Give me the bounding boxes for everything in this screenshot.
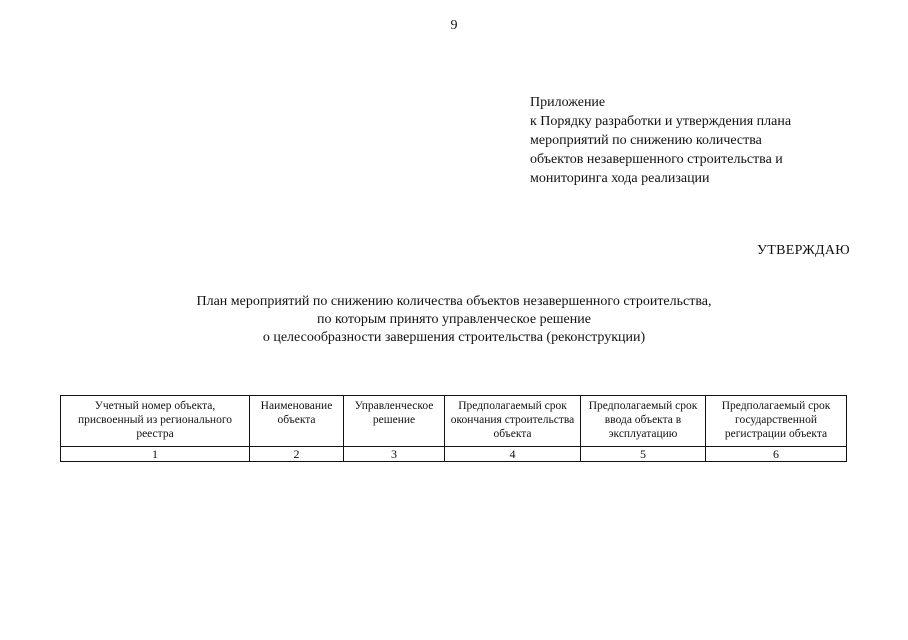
column-header-registration: Предполагаемый срок государственной регистрации объекта xyxy=(706,396,847,447)
column-header-registry-number: Учетный номер объекта, присвоенный из регионального реестра xyxy=(61,396,250,447)
appendix-line: к Порядку разработки и утверждения плана xyxy=(530,114,792,129)
title-line: План мероприятий по снижению количества объектов незавершенного строительства, xyxy=(196,294,712,309)
appendix-line: мероприятий по снижению количества xyxy=(530,133,762,148)
appendix-line: объектов незавершенного строительства и xyxy=(530,152,783,167)
document-title xyxy=(0,293,908,347)
column-number: 1 xyxy=(61,447,250,462)
title-line: о целесообразности завершения строительства (реконструкции) xyxy=(262,330,646,345)
table-number-row xyxy=(61,447,847,462)
column-number: 4 xyxy=(445,447,581,462)
appendix-line: Приложение xyxy=(530,95,606,110)
appendix-line: мониторинга хода реализации xyxy=(530,171,710,186)
column-header-management-decision: Управленческое решение xyxy=(344,396,445,447)
page-number: 9 xyxy=(450,18,458,33)
column-number: 2 xyxy=(250,447,344,462)
plan-table xyxy=(60,395,847,462)
appendix-block xyxy=(530,93,791,188)
table-header-row xyxy=(61,396,847,447)
column-number: 6 xyxy=(706,447,847,462)
column-number: 5 xyxy=(581,447,706,462)
column-header-object-name: Наименование объекта xyxy=(250,396,344,447)
approve-label: УТВЕРЖДАЮ xyxy=(757,243,850,258)
column-header-commissioning: Предполагаемый срок ввода объекта в эксплуатацию xyxy=(581,396,706,447)
title-line: по которым принято управленческое решение xyxy=(317,312,591,327)
column-number: 3 xyxy=(344,447,445,462)
column-header-construction-end: Предполагаемый срок окончания строительства объекта xyxy=(445,396,581,447)
